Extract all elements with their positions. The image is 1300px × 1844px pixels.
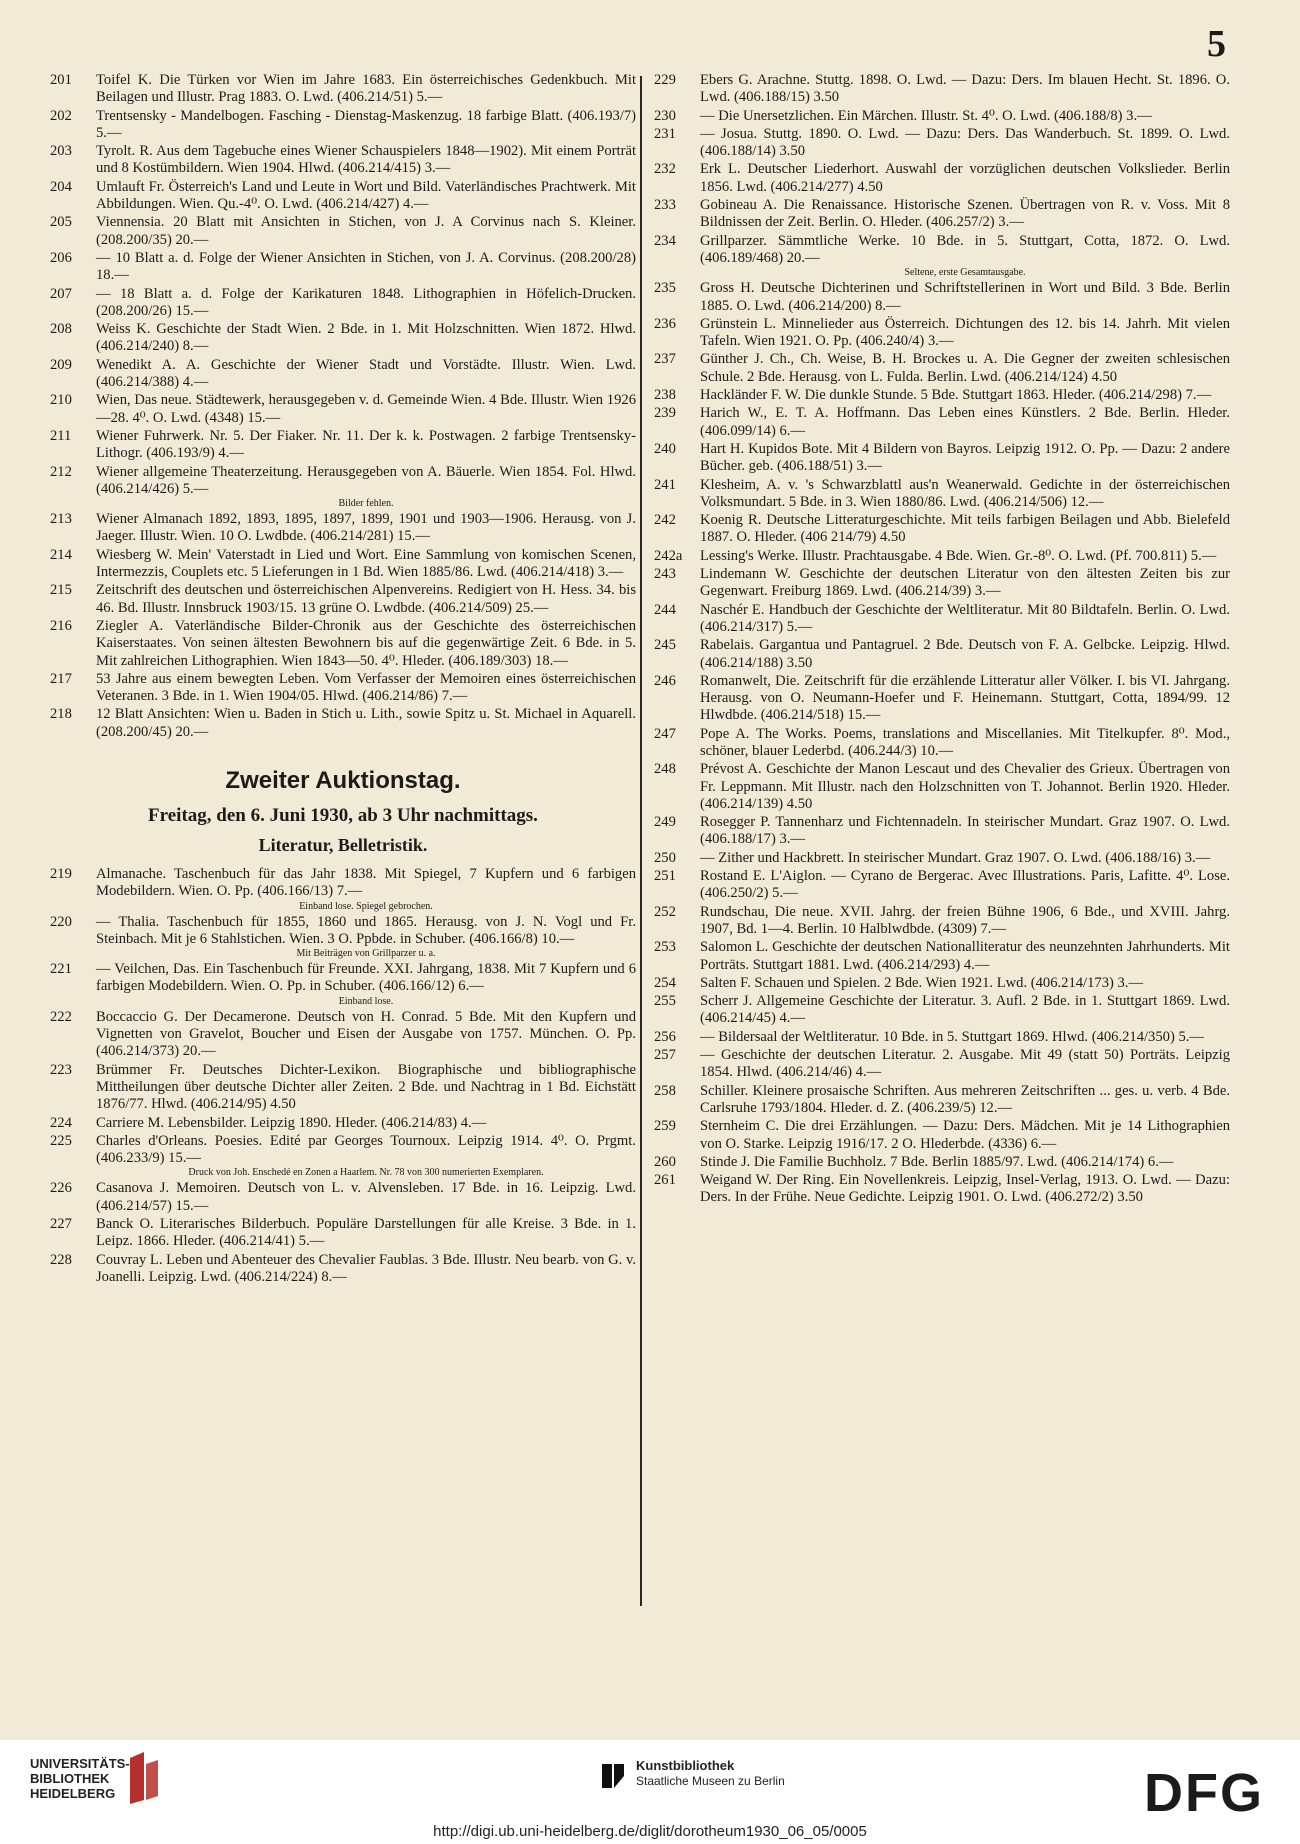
lot-description	[700, 316, 1230, 351]
lot-number: 202	[50, 107, 72, 124]
catalog-entry	[654, 477, 1230, 512]
lot-description	[96, 143, 636, 178]
lot-text: Prévost A. Geschichte der Manon Lescaut und des Chevalier des Grieux. Übertragen von Fr. Leppmann. Mit Illustr. nach den Holzschnitten von T. Johannot. Berlin 1920. Hleder. (406.214/139) 4.50	[700, 761, 1230, 812]
lot-text: Klesheim, A. v. 's Schwarzblattl aus'n Weanerwald. Gedichte in der österreichischen Volksmundart. 5 Bde. in 3. Wien 1880/86. Lwd. (406.214/506) 12.—	[700, 476, 1230, 510]
lot-text: — Geschichte der deutschen Literatur. 2. Ausgabe. Mit 49 (statt 50) Porträts. Leipzig 1854. Hlwd. (406.214/46) 4.—	[700, 1047, 1230, 1081]
lot-number: 221	[50, 961, 72, 978]
lot-description	[700, 351, 1230, 386]
lot-description	[96, 961, 636, 1008]
lot-description	[700, 161, 1230, 196]
lot-description	[700, 126, 1230, 161]
catalog-entry	[654, 566, 1230, 601]
lot-number: 242	[654, 512, 676, 529]
lot-description	[700, 441, 1230, 476]
lot-number: 227	[50, 1216, 72, 1233]
catalog-entry	[50, 357, 636, 392]
lot-number: 256	[654, 1028, 676, 1045]
lot-text: 12 Blatt Ansichten: Wien u. Baden in Stich u. Lith., sowie Spitz u. St. Michael in Aquarell. (208.200/45) 20.—	[96, 706, 636, 740]
university-line: BIBLIOTHEK	[30, 1771, 110, 1786]
lot-text: — Thalia. Taschenbuch für 1855, 1860 und 1865. Herausg. von J. N. Vogl und Fr. Steinbach. Mit je 6 Stahlstichen. Wien. 3 O. Ppbde. in Schuber. (406.166/8) 10.—	[96, 913, 636, 947]
lot-description	[96, 286, 636, 321]
lot-description	[700, 637, 1230, 672]
lot-description	[700, 1154, 1230, 1171]
lot-description	[700, 1029, 1230, 1046]
lot-text: Carriere M. Lebensbilder. Leipzig 1890. Hleder. (406.214/83) 4.—	[96, 1114, 487, 1131]
lot-description	[96, 1115, 636, 1132]
catalog-entry	[654, 637, 1230, 672]
lot-text: Ebers G. Arachne. Stuttg. 1898. O. Lwd. — Dazu: Ders. Im blauen Hecht. St. 1896. O. Lwd. (406.188/15) 3.50	[700, 72, 1230, 106]
lot-description	[96, 1216, 636, 1251]
lot-number: 255	[654, 993, 676, 1010]
lot-text: Hackländer F. W. Die dunkle Stunde. 5 Bde. Stuttgart 1863. Hleder. (406.214/298) 7.—	[700, 387, 1212, 404]
university-line: UNIVERSITÄTS-	[30, 1756, 130, 1771]
lot-text: Rabelais. Gargantua und Pantagruel. 2 Bde. Deutsch von F. A. Gelbcke. Leipzig. Hlwd. (406.214/188) 3.50	[700, 637, 1230, 671]
lot-number: 241	[654, 476, 676, 493]
lot-number: 232	[654, 161, 676, 178]
catalog-entry	[654, 197, 1230, 232]
lot-text: Günther J. Ch., Ch. Weise, B. H. Brockes u. A. Die Gegner der zweiten schlesischen Schule. 2 Bde. Herausg. von L. Fulda. Berlin. Lwd. (406.214/124) 4.50	[700, 351, 1230, 385]
lot-description	[700, 726, 1230, 761]
lot-number: 214	[50, 546, 72, 563]
lot-text: — Zither und Hackbrett. In steirischer Mundart. Graz 1907. O. Lwd. (406.188/16) 3.—	[700, 849, 1211, 866]
lot-text: Almanache. Taschenbuch für das Jahr 1838. Mit Spiegel, 7 Kupfern und 6 farbigen Modebildern. Wien. O. Pp. (406.166/13) 7.—	[96, 865, 636, 900]
lot-text: Sternheim C. Die drei Erzählungen. — Dazu: Ders. Mädchen. Mit je 14 Lithographien von O. Starke. Leipzig 1916/17. 2 O. Hlederbde. (4336) 6.—	[700, 1118, 1230, 1152]
catalog-entry	[654, 161, 1230, 196]
lot-text: — 10 Blatt a. d. Folge der Wiener Ansichten in Stichen, von J. A. Corvinus. (208.200/28) 18.—	[96, 249, 636, 284]
lot-text: Schiller. Kleinere prosaische Schriften. Aus mehreren Zeitschriften ... ges. u. verb. 4 Bde. Carlsruhe 1793/1804. Hleder. d. Z. (406.239/5) 12.—	[700, 1082, 1230, 1116]
lot-description	[700, 1047, 1230, 1082]
lot-number: 215	[50, 582, 72, 599]
lot-number: 234	[654, 232, 676, 249]
museum-sub: Staatliche Museen zu Berlin	[636, 1774, 785, 1788]
lot-note: Seltene, erste Gesamtausgabe.	[904, 267, 1026, 279]
museum-name: Kunstbibliothek	[636, 1758, 735, 1773]
lot-description	[96, 914, 636, 961]
lot-note: Druck von Joh. Enschedé en Zonen a Haarlem. Nr. 78 von 300 numerierten Exemplaren.	[188, 1167, 544, 1179]
catalog-entry	[50, 143, 636, 178]
lot-number: 203	[50, 143, 72, 160]
catalog-entry	[50, 618, 636, 670]
lot-number: 230	[654, 107, 676, 124]
lot-text: Brümmer Fr. Deutsches Dichter-Lexikon. Biographische und bibliographische Mittheilungen über deutsche Dichter aller Zeiten. 2 Bde. und Nachtrag in 1 Bd. Eichstätt 1876/77. Hlwd. (406.214/95) 4.50	[96, 1061, 636, 1113]
lot-text: Wiener allgemeine Theaterzeitung. Herausgegeben von A. Bäuerle. Wien 1854. Fol. Hlwd. (406.214/426) 5.—	[96, 463, 636, 497]
lot-number: 222	[50, 1008, 72, 1025]
catalog-entry	[654, 72, 1230, 107]
lot-description	[700, 477, 1230, 512]
section-date: Freitag, den 6. Juni 1930, ab 3 Uhr nachmittags.	[148, 804, 538, 826]
footer	[0, 1740, 1300, 1844]
lot-number: 223	[50, 1061, 72, 1078]
catalog-list-left-2	[50, 866, 636, 1286]
lot-description	[700, 673, 1230, 725]
catalog-entry	[654, 761, 1230, 813]
university-library-label	[30, 1756, 130, 1801]
catalog-entry	[654, 904, 1230, 939]
lot-description	[700, 405, 1230, 440]
lot-description	[700, 602, 1230, 637]
lot-number: 204	[50, 178, 72, 195]
catalog-entry	[50, 214, 636, 249]
catalog-entry	[50, 108, 636, 143]
lot-text: Rundschau, Die neue. XVII. Jahrg. der freien Bühne 1906, 6 Bde., und XVIII. Jahrg. 1907, Bd. 1—4. Berlin. 10 Halblwdbde. (4309) 7.—	[700, 903, 1230, 937]
lot-number: 220	[50, 913, 72, 930]
lot-text: Toifel K. Die Türken vor Wien im Jahre 1683. Ein österreichisches Gedenkbuch. Mit Beilagen und Illustr. Prag 1883. O. Lwd. (406.214/51) 5.—	[96, 72, 636, 106]
lot-text: Couvray L. Leben und Abenteuer des Chevalier Faublas. 3 Bde. Illustr. Neu bearb. von G. v. Joanelli. Leipzig. Lwd. (406.214/224) 8.—	[96, 1251, 636, 1285]
lot-number: 218	[50, 706, 72, 723]
catalog-entry	[654, 387, 1230, 404]
lot-number: 257	[654, 1047, 676, 1064]
lot-number: 239	[654, 405, 676, 422]
catalog-entry	[50, 392, 636, 427]
lot-number: 225	[50, 1132, 72, 1149]
catalog-entry	[654, 548, 1230, 565]
lot-number: 245	[654, 637, 676, 654]
university-line: HEIDELBERG	[30, 1786, 116, 1801]
catalog-entry	[654, 1154, 1230, 1171]
lot-number: 226	[50, 1180, 72, 1197]
lot-number: 235	[654, 280, 676, 297]
lot-text: Romanwelt, Die. Zeitschrift für die erzählende Litteratur aller Völker. I. bis VI. Jahrgang. Herausg. von O. Neumann-Hoefer und F. Heinemann. Stuttgart, Cotta, 1894/99. 12 Hlwdbde. (406.214/518) 15.—	[700, 672, 1230, 724]
lot-number: 231	[654, 125, 676, 142]
catalog-entry	[50, 1180, 636, 1215]
lot-number: 248	[654, 761, 676, 778]
lot-description	[96, 1252, 636, 1287]
lot-text: Erk L. Deutscher Liederhort. Auswahl der vorzüglichen deutschen Volkslieder. Berlin 1856. Lwd. (406.214/277) 4.50	[700, 161, 1230, 195]
lot-number: 219	[50, 865, 72, 882]
lot-number: 250	[654, 849, 676, 866]
catalog-entry	[654, 975, 1230, 992]
lot-description	[700, 108, 1230, 125]
lot-description	[700, 868, 1230, 903]
catalog-entry	[50, 428, 636, 463]
lot-description	[700, 993, 1230, 1028]
lot-text: — Bildersaal der Weltliteratur. 10 Bde. in 5. Stuttgart 1869. Hlwd. (406.214/350) 5.—	[700, 1028, 1204, 1045]
catalog-entry	[654, 602, 1230, 637]
lot-number: 240	[654, 440, 676, 457]
lot-number: 252	[654, 903, 676, 920]
lot-note: Bilder fehlen.	[338, 498, 394, 510]
catalog-entry	[654, 726, 1230, 761]
lot-description	[96, 1009, 636, 1061]
catalog-entry	[50, 179, 636, 214]
lot-number: 261	[654, 1172, 676, 1189]
lot-text: Naschér E. Handbuch der Geschichte der Weltliteratur. Mit 80 Bildtafeln. Berlin. O. Lwd. (406.214/317) 5.—	[700, 601, 1230, 635]
lot-description	[96, 511, 636, 546]
lot-number: 229	[654, 72, 676, 88]
lot-description	[96, 866, 636, 913]
lot-description	[700, 566, 1230, 601]
catalog-entry	[654, 1047, 1230, 1082]
catalog-entry	[50, 1133, 636, 1180]
catalog-entry	[50, 706, 636, 741]
catalog-entry	[50, 1216, 636, 1251]
lot-text: Gross H. Deutsche Dichterinen und Schriftstellerinen in Wort und Bild. 3 Bde. Berlin 1885. O. Lwd. (406.214/200) 8.—	[700, 280, 1230, 314]
right-column	[654, 72, 1230, 1612]
lot-description	[96, 1062, 636, 1114]
catalog-entry	[654, 280, 1230, 315]
catalog-entry	[50, 914, 636, 961]
catalog-entry	[50, 866, 636, 913]
lot-number: 209	[50, 356, 72, 373]
lot-description	[700, 512, 1230, 547]
catalog-entry	[654, 441, 1230, 476]
lot-description	[96, 250, 636, 285]
catalog-entry	[654, 993, 1230, 1028]
lot-text: Banck O. Literarisches Bilderbuch. Populäre Darstellungen für alle Kreise. 3 Bde. in 1. Leipz. 1866. Hleder. (406.214/41) 5.—	[96, 1216, 636, 1250]
lot-number: 260	[654, 1153, 676, 1170]
lot-number: 224	[50, 1114, 72, 1131]
catalog-entry	[654, 868, 1230, 903]
lot-text: Wien, Das neue. Städtewerk, herausgegeben v. d. Gemeinde Wien. 4 Bde. Illustr. Wien 1926—28. 4⁰. O. Lwd. (4348) 15.—	[96, 392, 636, 426]
lot-number: 237	[654, 351, 676, 368]
lot-number: 258	[654, 1082, 676, 1099]
lot-note: Einband lose. Spiegel gebrochen.	[299, 900, 433, 912]
catalog-entry	[654, 1029, 1230, 1046]
university-logo-icon	[124, 1750, 164, 1806]
catalog-entry	[654, 939, 1230, 974]
lot-number: 243	[654, 566, 676, 583]
lot-description	[700, 761, 1230, 813]
lot-description	[700, 904, 1230, 939]
lot-number: 253	[654, 939, 676, 956]
lot-note: Mit Beiträgen von Grillparzer u. a.	[296, 948, 436, 960]
lot-number: 247	[654, 725, 676, 742]
lot-description	[700, 939, 1230, 974]
lot-text: Weiss K. Geschichte der Stadt Wien. 2 Bde. in 1. Mit Holzschnitten. Wien 1872. Hlwd. (406.214/240) 8.—	[96, 321, 636, 355]
catalog-entry	[654, 405, 1230, 440]
lot-text: Harich W., E. T. A. Hoffmann. Das Leben eines Künstlers. 2 Bde. Berlin. Hleder. (406.099/14) 6.—	[700, 405, 1230, 439]
lot-text: Tyrolt. R. Aus dem Tagebuche eines Wiener Schauspielers 1848—1902). Mit einem Porträt und 8 Kostümbildern. Wien 1904. Hlwd. (406.214/415) 3.—	[96, 143, 636, 177]
catalog-entry	[654, 673, 1230, 725]
lot-number: 236	[654, 315, 676, 332]
lot-number: 228	[50, 1251, 72, 1268]
lot-number: 254	[654, 974, 676, 991]
catalog-entry	[654, 512, 1230, 547]
lot-text: Weigand W. Der Ring. Ein Novellenkreis. Leipzig, Insel-Verlag, 1913. O. Lwd. — Dazu: Ders. In der Frühe. Neue Gedichte. Leipzig 1901. O. Lwd. (406.272/2) 3.50	[700, 1172, 1230, 1206]
lot-description	[96, 547, 636, 582]
source-url-link[interactable]: http://digi.ub.uni-heidelberg.de/diglit/dorotheum1930_06_05/0005	[433, 1823, 867, 1840]
lot-description	[96, 582, 636, 617]
lot-number: 210	[50, 392, 72, 409]
catalog-entry	[50, 1009, 636, 1061]
catalog-entry	[654, 1083, 1230, 1118]
lot-description	[96, 464, 636, 511]
lot-text: Casanova J. Memoiren. Deutsch von L. v. Alvensleben. 17 Bde. in 16. Leipzig. Lwd. (406.214/57) 15.—	[96, 1180, 636, 1214]
lot-description	[96, 214, 636, 249]
kunstbibliothek-label	[636, 1758, 785, 1789]
lot-text: Wiener Fuhrwerk. Nr. 5. Der Fiaker. Nr. 11. Der k. k. Postwagen. 2 farbige Trentsensky-Lithogr. (406.193/9) 4.—	[96, 427, 636, 462]
lot-number: 249	[654, 814, 676, 831]
lot-text: Salomon L. Geschichte der deutschen Nationalliteratur des neunzehnten Jahrhunderts. Mit Porträts. Stuttgart 1881. Lwd. (406.214/293) 4.—	[700, 939, 1230, 973]
lot-number: 246	[654, 672, 676, 689]
dfg-logo: DFG	[1144, 1763, 1264, 1823]
lot-text: Pope A. The Works. Poems, translations and Miscellanies. Mit Titelkupfer. 8⁰. Mod., schöner, blauer Lederbd. (406.244/3) 10.—	[700, 725, 1230, 759]
lot-description	[96, 108, 636, 143]
lot-description	[700, 1172, 1230, 1207]
lot-description	[700, 814, 1230, 849]
lot-description	[700, 280, 1230, 315]
catalog-entry	[654, 108, 1230, 125]
lot-text: Charles d'Orleans. Poesies. Edité par Georges Tournoux. Leipzig 1914. 4⁰. O. Prgmt. (406.233/9) 15.—	[96, 1132, 636, 1167]
lot-number: 212	[50, 463, 72, 480]
lot-number: 242a	[654, 547, 683, 564]
catalog-entry	[654, 233, 1230, 280]
catalog-entry	[50, 1252, 636, 1287]
lot-text: Koenig R. Deutsche Litteraturgeschichte. Mit teils farbigen Beilagen und Abb. Bielefeld 1887. O. Hleder. (406 214/79) 4.50	[700, 512, 1230, 546]
catalog-entry	[654, 351, 1230, 386]
lot-text: Rostand E. L'Aiglon. — Cyrano de Bergerac. Avec Illustrations. Paris, Lafitte. 4⁰. Lose. (406.250/2) 5.—	[700, 868, 1230, 902]
lot-text: Lindemann W. Geschichte der deutschen Literatur von den ältesten Zeiten bis zur Gegenwart. Freiburg 1869. Lwd. (406.214/39) 3.—	[700, 566, 1230, 600]
lot-description	[96, 72, 636, 107]
lot-description	[96, 428, 636, 463]
lot-description	[96, 706, 636, 741]
lot-description	[700, 548, 1230, 565]
lot-text: — 18 Blatt a. d. Folge der Karikaturen 1848. Lithographien in Höfelich-Drucken. (208.200/26) 15.—	[96, 285, 636, 319]
lot-number: 244	[654, 601, 676, 618]
lot-text: Wenedikt A. A. Geschichte der Wiener Stadt und Vorstädte. Illustr. Wien. Lwd. (406.214/388) 4.—	[96, 356, 636, 391]
lot-number: 208	[50, 321, 72, 338]
left-column	[50, 72, 636, 1612]
catalog-entry	[654, 316, 1230, 351]
lot-number: 207	[50, 285, 72, 302]
catalog-entry	[654, 1172, 1230, 1207]
lot-description	[700, 975, 1230, 992]
section-heading: Zweiter Auktionstag.	[225, 766, 461, 794]
lot-text: Stinde J. Die Familie Buchholz. 7 Bde. Berlin 1885/97. Lwd. (406.214/174) 6.—	[700, 1153, 1174, 1170]
lot-text: Umlauft Fr. Österreich's Land und Leute in Wort und Bild. Vaterländisches Prachtwerk. Mit Abbildungen. Wien. Qu.-4⁰. O. Lwd. (406.214/427) 4.—	[96, 178, 636, 213]
lot-description	[96, 1133, 636, 1180]
lot-description	[96, 321, 636, 356]
lot-number: 217	[50, 670, 72, 687]
lot-description	[700, 197, 1230, 232]
lot-text: Wiesberg W. Mein' Vaterstadt in Lied und Wort. Eine Sammlung von komischen Scenen, Intermezzis, Couplets etc. 5 Lieferungen in 1 Bd. Wien 1885/86. Lwd. (406.214/418) 3.—	[96, 546, 636, 581]
lot-description	[700, 1083, 1230, 1118]
lot-number: 238	[654, 387, 676, 404]
catalog-entry	[50, 250, 636, 285]
lot-description	[700, 1118, 1230, 1153]
lot-description	[96, 179, 636, 214]
lot-description	[96, 1180, 636, 1215]
lot-number: 251	[654, 868, 676, 885]
lot-number: 216	[50, 617, 72, 634]
lot-text: Gobineau A. Die Renaissance. Historische Szenen. Übertragen von R. v. Voss. Mit 8 Bildnissen der Zeit. Berlin. O. Hleder. (406.257/2) 3.—	[700, 197, 1230, 231]
page-number: 5	[1207, 23, 1226, 65]
lot-description	[96, 392, 636, 427]
lot-text: Wiener Almanach 1892, 1893, 1895, 1897, 1899, 1901 und 1903—1906. Herausg. von J. Jaeger. Illustr. Wien. 10 O. Lwdbde. (406.214/281) 15.—	[96, 511, 636, 545]
catalog-entry	[654, 1118, 1230, 1153]
catalog-list-left	[50, 72, 636, 741]
catalog-entry	[50, 582, 636, 617]
lot-text: Boccaccio G. Der Decamerone. Deutsch von H. Conrad. 5 Bde. Mit den Kupfern und Vignetten von Gravelot, Boucher und Eisen der Ausgabe von 1757. München. O. Pp. (406.214/373) 20.—	[96, 1008, 636, 1060]
section-category: Literatur, Belletristik.	[258, 834, 428, 855]
catalog-entry	[50, 321, 636, 356]
catalog-entry	[654, 814, 1230, 849]
catalog-list-right	[654, 72, 1230, 1207]
catalog-entry	[50, 511, 636, 546]
lot-description	[96, 618, 636, 670]
lot-text: — Veilchen, Das. Ein Taschenbuch für Freunde. XXI. Jahrgang, 1838. Mit 7 Kupfern und 6 farbigen Modebildern. Wien. O. Pp. in Schuber. (406.166/12) 6.—	[96, 961, 636, 995]
catalog-entry	[50, 1115, 636, 1132]
catalog-entry	[50, 72, 636, 107]
column-divider	[640, 76, 642, 1606]
lot-number: 259	[654, 1118, 676, 1135]
catalog-entry	[654, 126, 1230, 161]
lot-text: Viennensia. 20 Blatt mit Ansichten in Stichen, von J. A Corvinus nach S. Kleiner. (208.200/35) 20.—	[96, 214, 636, 248]
lot-text: Grillparzer. Sämmtliche Werke. 10 Bde. in 5. Stuttgart, Cotta, 1872. O. Lwd. (406.189/468) 20.—	[700, 232, 1230, 266]
lot-text: Scherr J. Allgemeine Geschichte der Literatur. 3. Aufl. 2 Bde. in 1. Stuttgart 1869. Lwd. (406.214/45) 4.—	[700, 993, 1230, 1027]
lot-note: Einband lose.	[338, 995, 394, 1007]
lot-number: 233	[654, 197, 676, 214]
lot-number: 201	[50, 72, 72, 88]
lot-text: Hart H. Kupidos Bote. Mit 4 Bildern von Bayros. Leipzig 1912. O. Pp. — Dazu: 2 andere Bücher. geb. (406.188/51) 3.—	[700, 440, 1230, 475]
lot-text: Ziegler A. Vaterländische Bilder-Chronik aus der Geschichte des österreichischen Kaiserstaates. Von seinen ältesten Bewohnern bis auf die gegenwärtige Zeit. 6 Bde. in 5. Mit zahlreichen Lithographien. Wien 1843—50. 4⁰. Hleder. (406.189/303) 18.—	[96, 617, 636, 669]
lot-description	[700, 850, 1230, 867]
lot-description	[700, 72, 1230, 107]
kunstbibliothek-logo-icon	[600, 1762, 626, 1790]
catalog-entry	[50, 1062, 636, 1114]
lot-text: Zeitschrift des deutschen und österreichischen Alpenvereins. Redigiert von H. Hess. 34. bis 46. Bd. Illustr. Innsbruck 1903/15. 13 grüne O. Lwdbde. (406.214/509) 25.—	[96, 582, 636, 616]
lot-text: — Josua. Stuttg. 1890. O. Lwd. — Dazu: Ders. Das Wanderbuch. St. 1899. O. Lwd. (406.188/14) 3.50	[700, 125, 1230, 160]
lot-text: Salten F. Schauen und Spielen. 2 Bde. Wien 1921. Lwd. (406.214/173) 3.—	[700, 974, 1144, 991]
catalog-entry	[50, 464, 636, 511]
lot-text: Grünstein L. Minnelieder aus Österreich. Dichtungen des 12. bis 14. Jahrh. Mit vielen Tafeln. Wien 1921. O. Pp. (406.240/4) 3.—	[700, 315, 1230, 350]
lot-number: 213	[50, 511, 72, 528]
lot-text: Trentsensky - Mandelbogen. Fasching - Dienstag-Maskenzug. 18 farbige Blatt. (406.193/7) 5.—	[96, 107, 636, 141]
lot-text: — Die Unersetzlichen. Ein Märchen. Illustr. St. 4⁰. O. Lwd. (406.188/8) 3.—	[700, 107, 1152, 124]
lot-description	[700, 233, 1230, 280]
lot-number: 205	[50, 214, 72, 231]
lot-description	[96, 671, 636, 706]
lot-text: Rosegger P. Tannenharz und Fichtennadeln. In steirischer Mundart. Graz 1907. O. Lwd. (406.188/17) 3.—	[700, 814, 1230, 848]
lot-description	[700, 387, 1230, 404]
lot-text: 53 Jahre aus einem bewegten Leben. Vom Verfasser der Memoiren eines österreichischen Veteranen. 3 Bde. in 1. Wien 1904/05. Hlwd. (406.214/86) 7.—	[96, 670, 636, 705]
catalog-entry	[50, 547, 636, 582]
catalog-entry	[50, 671, 636, 706]
catalog-entry	[50, 961, 636, 1008]
lot-number: 206	[50, 249, 72, 266]
lot-description	[96, 357, 636, 392]
catalog-entry	[50, 286, 636, 321]
catalog-entry	[654, 850, 1230, 867]
lot-number: 211	[50, 427, 72, 444]
lot-text: Lessing's Werke. Illustr. Prachtausgabe. 4 Bde. Wien. Gr.-8⁰. O. Lwd. (Pf. 700.811) 5.—	[700, 547, 1217, 564]
